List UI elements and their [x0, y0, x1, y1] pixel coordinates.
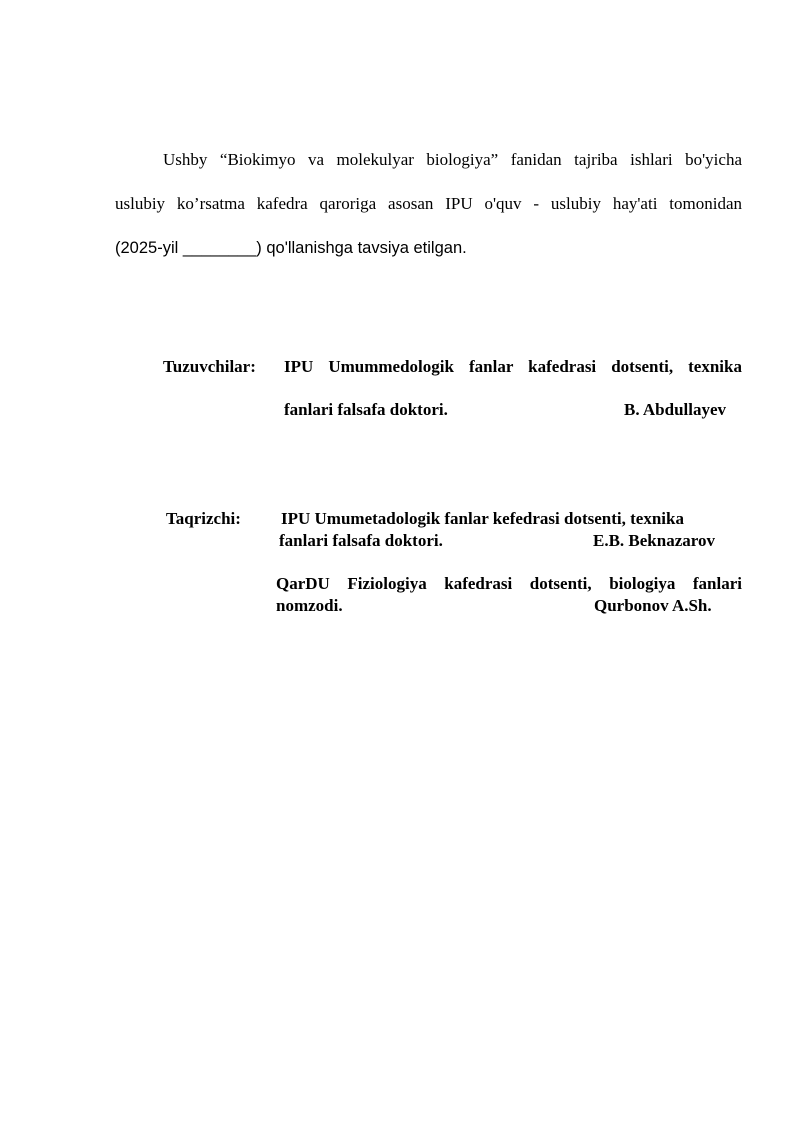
reviewer-1-name: E.B. Beknazarov: [593, 531, 716, 550]
reviewer-1-position-line-1: IPU Umumetadologik fanlar kefedrasi dotsenti, texnika: [281, 509, 684, 528]
reviewer-2-name: Qurbonov A.Sh.: [594, 596, 712, 615]
compiler-name: B. Abdullayev: [624, 400, 727, 419]
reviewer-2-position-line-1: QarDU Fiziologiya kafedrasi dotsenti, biologiya fanlari: [276, 574, 742, 593]
compiler-position-line-1: IPU Umummedologik fanlar kafedrasi dotsenti, texnika: [284, 357, 742, 376]
reviewers-label: Taqrizchi:: [166, 509, 241, 528]
compiler-position-line-2: fanlari falsafa doktori.: [284, 400, 448, 419]
intro-line-3: (2025-yil ________) qo'llanishga tavsiya etilgan.: [115, 239, 467, 257]
intro-paragraph: [115, 138, 742, 270]
reviewer-2-position-line-2: nomzodi.: [276, 596, 343, 615]
compilers-label: Tuzuvchilar:: [163, 357, 256, 376]
reviewer-1-position-line-2: fanlari falsafa doktori.: [279, 531, 443, 550]
intro-line-2: uslubiy ko’rsatma kafedra qaroriga asosan IPU o'quv - uslubiy hay'ati tomonidan: [115, 194, 742, 213]
intro-line-1: Ushby “Biokimyo va molekulyar biologiya” fanidan tajriba ishlari bo'yicha: [163, 150, 742, 169]
